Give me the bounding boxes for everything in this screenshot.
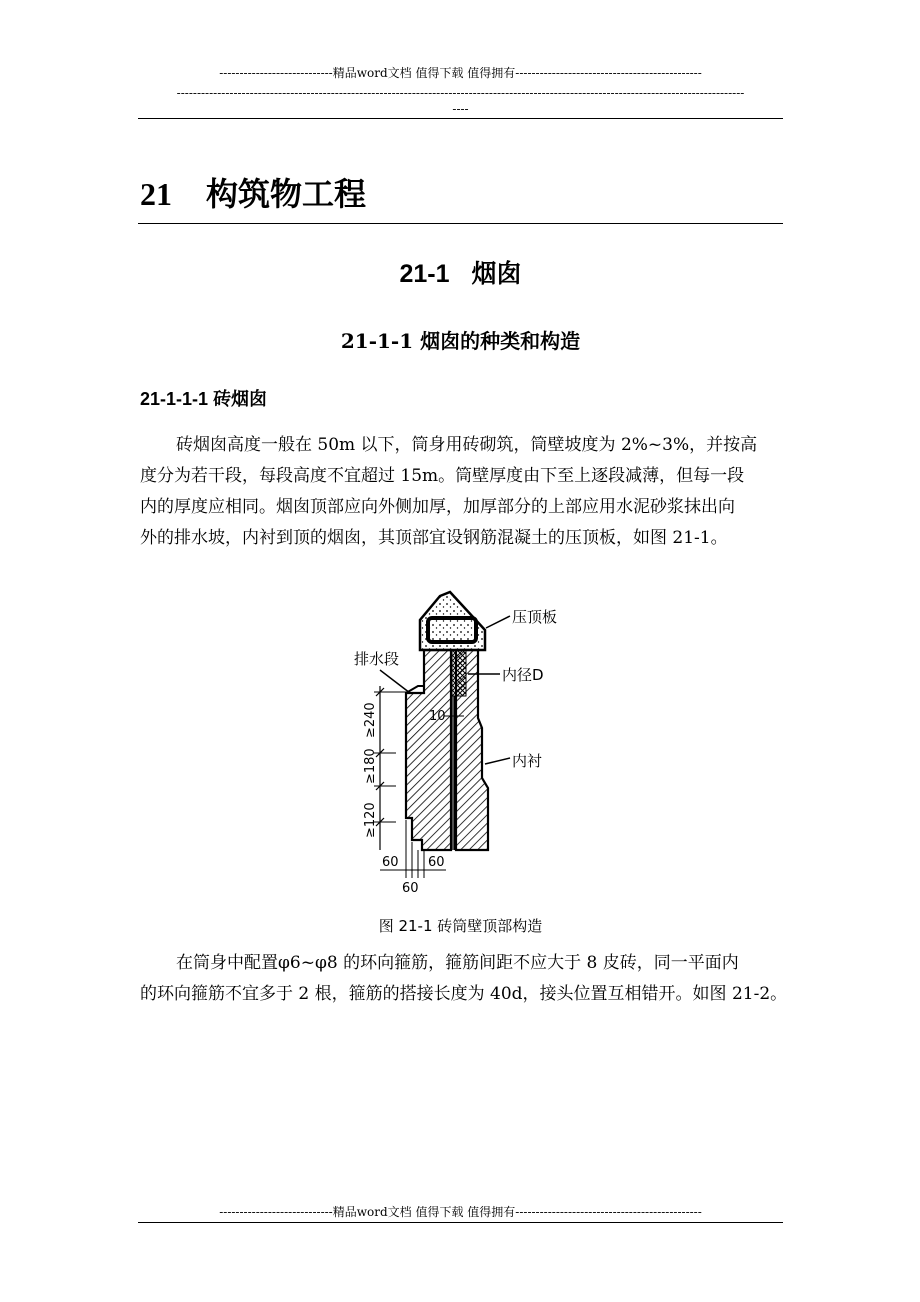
- paragraph-1: [140, 430, 785, 554]
- gap-dimension-label: 10: [429, 709, 446, 724]
- paragraph-line: 内的厚度应相同。烟囱顶部应向外侧加厚，加厚部分的上部应用水泥砂浆抹出向: [140, 497, 735, 517]
- footer-rule: [138, 1222, 783, 1223]
- paragraph-line: 的环向箍筋不宜多于 2 根，箍筋的搭接长度为 40d，接头位置互相错开。如图 21-2。: [140, 984, 788, 1004]
- label-cap-plate: 压顶板: [512, 608, 558, 626]
- label-inner-diameter: 内径D: [502, 666, 544, 684]
- chapter-rule: [138, 223, 783, 224]
- section-heading: [138, 256, 783, 292]
- figure-caption: 图 21-1 砖筒壁顶部构造: [378, 917, 543, 935]
- chapter-title: [140, 172, 366, 216]
- dimension-60-right-label: 60: [428, 855, 445, 870]
- dimension-60-left-label: 60: [382, 855, 399, 870]
- subsubsection-title: 砖烟囱: [213, 389, 268, 409]
- label-inner-lining: 内衬: [512, 752, 543, 770]
- header-dash-line: --------------------------------------------------------------------------------------------------------------------------------------------: [176, 86, 745, 100]
- header-watermark: ----------------------------精品word文档 值得下载 值得拥有----------------------------------------------: [219, 66, 702, 80]
- paragraph-line: 度分为若干段，每段高度不宜超过 15m。筒壁厚度由下至上逐段减薄，但每一段: [140, 466, 745, 486]
- subsection-title: 烟囱的种类和构造: [420, 329, 581, 353]
- outer-wall-shape: [406, 650, 451, 850]
- gap-fill: [452, 650, 466, 696]
- chapter-number: 21: [140, 176, 172, 212]
- footer-watermark: ----------------------------精品word文档 值得下载 值得拥有----------------------------------------------: [219, 1205, 702, 1219]
- subsection-number: 21-1-1: [340, 329, 414, 353]
- dimension-240-label: ≥240: [363, 702, 378, 738]
- subsection-heading: [138, 326, 783, 356]
- subsubsection-number: 21-1-1-1: [140, 389, 209, 409]
- dimension-180-label: ≥180: [363, 748, 378, 784]
- section-title: 烟囱: [471, 260, 522, 288]
- paragraph-line: 砖烟囱高度一般在 50m 以下，筒身用砖砌筑，筒壁坡度为 2%~3%，并按高: [176, 435, 758, 455]
- paragraph-line: 在筒身中配置φ6~φ8 的环向箍筋，箍筋间距不应大于 8 皮砖，同一平面内: [176, 953, 739, 973]
- chapter-title-text: 构筑物工程: [206, 175, 367, 213]
- paragraph-line: 外的排水坡，内衬到顶的烟囱，其顶部宜设钢筋混凝土的压顶板，如图 21-1。: [140, 528, 728, 548]
- subsubsection-heading: [140, 385, 267, 413]
- header-dash-line-2: ----: [452, 102, 469, 116]
- dimension-120-label: ≥120: [363, 802, 378, 838]
- label-drain-section: 排水段: [354, 650, 400, 668]
- dimension-60-bottom-label: 60: [402, 881, 419, 896]
- section-number: 21-1: [399, 260, 450, 288]
- paragraph-2: [140, 948, 788, 1010]
- figure-chimney-top-section: [340, 588, 580, 906]
- header-rule: [138, 118, 783, 119]
